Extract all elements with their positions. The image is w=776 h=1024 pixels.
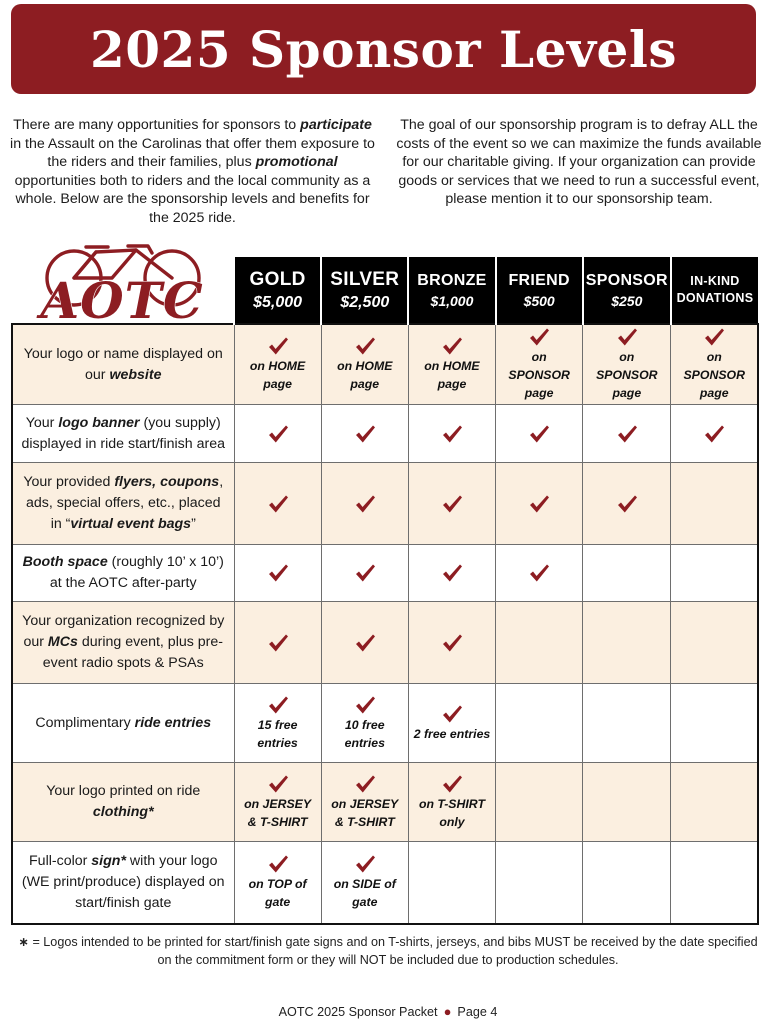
level-name: FRIEND [508,271,570,289]
level-amount: $500 [523,292,555,309]
benefit-cell [234,545,321,602]
benefit-note: on TOP of gate [248,876,307,909]
level-header-silver [321,257,408,324]
checkmark-icon [528,424,550,444]
benefit-cell [583,602,671,684]
benefit-cell [583,763,671,842]
benefit-label-text: Your logo printed on ride [46,783,201,799]
level-header-friend [496,257,583,324]
checkmark-icon [616,327,638,347]
level-amount: $1,000 [430,292,474,309]
benefit-label-text: ” [191,516,196,532]
level-name: IN-KIND [690,274,740,288]
benefit-cell [496,405,583,463]
benefit-note: 15 free entries [257,717,298,750]
checkmark-icon [354,854,376,874]
benefit-cell [408,842,495,924]
benefit-label-emphasis: flyers, coupons [114,474,220,490]
benefit-cell [234,684,321,763]
benefit-cell [583,842,671,924]
benefit-label-text: Your organization recognized by our [22,613,225,650]
checkmark-icon [441,424,463,444]
benefit-cell [321,324,408,405]
benefit-cell [408,602,495,684]
checkmark-icon [267,336,289,356]
benefit-label [12,763,234,842]
benefit-cell [671,463,758,545]
benefit-cell [234,324,321,405]
benefit-label-emphasis: virtual event bags [70,516,192,532]
page-footer [0,1004,776,1019]
level-name: SILVER [330,268,400,290]
level-amount: $250 [611,292,643,309]
benefit-label-emphasis: clothing* [92,804,154,820]
checkmark-icon [441,563,463,583]
benefit-cell [671,842,758,924]
checkmark-icon [267,563,289,583]
benefit-label-emphasis: website [109,366,162,383]
benefit-label-text: Your logo or name displayed on our [23,345,223,383]
benefit-cell [496,684,583,763]
benefit-row [12,684,758,763]
checkmark-icon [354,774,376,794]
benefit-note: on HOME page [337,359,393,391]
benefit-note: on SPONSOR page [508,350,570,400]
benefit-cell [408,763,495,842]
intro-left-text-3: opportunities both to riders and the local community as a whole. Below are the sponsorship levels and benefits for the 2025 ride. [14,172,371,226]
checkmark-icon [354,695,376,715]
checkmark-icon [267,633,289,653]
benefit-note: on SPONSOR page [596,350,658,400]
benefit-note: on SIDE of gate [333,876,396,909]
benefit-row [12,842,758,924]
benefit-note: on HOME page [249,359,306,391]
checkmark-icon [528,494,550,514]
checkmark-icon [703,327,725,347]
benefit-cell [321,763,408,842]
benefit-cell [321,405,408,463]
benefit-label-text: , ads, special offers, etc., placed in “ [25,474,224,532]
level-amount: $2,500 [340,293,390,311]
benefit-label [12,684,234,763]
intro-left [10,116,375,228]
benefit-label [12,842,234,924]
benefit-label [12,463,234,545]
benefit-cell [321,545,408,602]
benefit-cell [671,763,758,842]
intro-left-emphasis-1: participate [300,117,372,133]
benefit-label-emphasis: sign* [91,852,126,869]
level-header-sponsor [583,257,671,324]
checkmark-icon [703,424,725,444]
benefit-cell [671,324,758,405]
benefit-label-text: (roughly 10’ x 10’) at the AOTC after-party [49,554,224,591]
checkmark-icon [441,633,463,653]
intro-left-emphasis-2: promotional [255,154,338,171]
checkmark-icon [441,336,463,356]
checkmark-icon [267,695,289,715]
footnote-text: = Logos intended to be printed for start/finish gate signs and on T-shirts, jerseys, and bibs MUST be received by the date specified on the commitment form or they will NOT be included due to production schedules. [28,935,758,967]
benefit-label-text: Complimentary [35,714,135,731]
checkmark-icon [354,336,376,356]
benefit-cell [671,545,758,602]
benefit-cell [496,324,583,405]
level-name: GOLD [249,268,306,290]
level-name: BRONZE [417,271,487,289]
benefit-cell [583,324,671,405]
page-title: 2025 Sponsor Levels [89,19,678,79]
level-header-bronze [408,257,495,324]
benefit-cell [496,545,583,602]
benefit-label [12,602,234,684]
benefit-note: on JERSEY & T-SHIRT [244,796,312,829]
level-header-in-kind [671,257,758,324]
title-banner [11,4,756,94]
bullet-dot-icon: ● [443,1004,452,1019]
benefit-cell [234,842,321,924]
sponsor-levels-table [11,257,759,925]
benefit-cell [321,463,408,545]
benefit-row [12,545,758,602]
checkmark-icon [267,424,289,444]
benefit-cell [408,405,495,463]
checkmark-icon [441,774,463,794]
level-amount: $5,000 [253,293,303,311]
benefit-cell [496,463,583,545]
benefit-cell [408,324,495,405]
checkmark-icon [267,854,289,874]
checkmark-icon [441,704,463,724]
benefit-label-text: Your [25,414,59,431]
level-name: SPONSOR [585,271,668,289]
footer-page-number: Page 4 [457,1005,498,1019]
checkmark-icon [616,424,638,444]
benefit-cell [408,463,495,545]
header-spacer [12,257,234,324]
footnote [14,934,762,969]
benefits-body [12,324,758,924]
benefit-label [12,545,234,602]
benefit-note: on JERSEY & T-SHIRT [331,796,399,829]
benefit-cell [234,463,321,545]
benefit-label-emphasis: ride entries [134,714,212,731]
benefit-label-text: (you supply) displayed in ride start/finish area [21,414,225,452]
benefit-label-text: Full-color [29,852,92,869]
benefit-note: 2 free entries [413,726,491,741]
intro-left-text-1: There are many opportunities for sponsors to [13,117,301,133]
benefit-cell [583,405,671,463]
checkmark-icon [354,563,376,583]
benefit-note: 10 free entries [344,717,385,750]
level-header-gold [234,257,321,324]
benefit-row [12,602,758,684]
benefit-row [12,763,758,842]
benefit-cell [496,602,583,684]
benefit-label-emphasis: Booth space [22,554,108,570]
benefit-cell [671,405,758,463]
intro-left-text-2: in the Assault on the Carolinas that offer them exposure to the riders and their families, plus [10,135,375,171]
footer-packet-name: AOTC 2025 Sponsor Packet [278,1005,438,1019]
benefit-cell [583,463,671,545]
checkmark-icon [441,494,463,514]
benefit-cell [321,684,408,763]
checkmark-icon [528,563,550,583]
benefit-cell [234,763,321,842]
checkmark-icon [616,494,638,514]
benefit-cell [234,602,321,684]
level-header-row [12,257,758,324]
benefit-row [12,324,758,405]
benefit-label-emphasis: logo banner [58,414,140,431]
benefit-note: on T-SHIRT only [418,796,485,829]
benefit-cell [234,405,321,463]
benefit-cell [671,684,758,763]
intro-right: The goal of our sponsorship program is to defray ALL the costs of the event so we can maximize the funds available for our charitable giving. If your organization can provide goods or services that we need to run a successful event, please mention it to our sponsorship team. [396,117,762,208]
checkmark-icon [528,327,550,347]
checkmark-icon [267,774,289,794]
benefit-cell [321,602,408,684]
benefit-cell [583,684,671,763]
benefit-label-text: with your logo (WE print/produce) displayed on start/finish gate [21,852,225,911]
benefit-cell [321,842,408,924]
benefit-cell [496,842,583,924]
asterisk-icon: ∗ [18,935,29,949]
checkmark-icon [354,424,376,444]
logo-text: AOTC [40,271,204,322]
benefit-cell [408,545,495,602]
benefit-row [12,463,758,545]
benefit-note: on SPONSOR page [683,350,745,400]
benefit-row [12,405,758,463]
benefit-label [12,324,234,405]
checkmark-icon [354,633,376,653]
benefit-label-emphasis: MCs [47,634,78,650]
benefit-cell [408,684,495,763]
benefit-note: on HOME page [424,359,480,391]
benefit-cell [671,602,758,684]
benefit-cell [496,763,583,842]
checkmark-icon [354,494,376,514]
benefit-label-text: during event, plus pre-event radio spots & PSAs [42,634,224,671]
checkmark-icon [267,494,289,514]
benefit-cell [583,545,671,602]
benefit-label [12,405,234,463]
level-amount: DONATIONS [676,291,754,305]
benefit-label-text: Your provided [23,474,115,490]
